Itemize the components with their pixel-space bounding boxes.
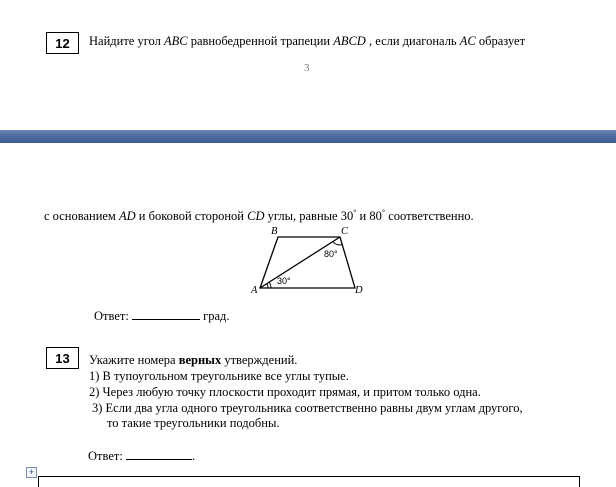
task12-text: и 80 [356,209,382,223]
diagonal-ac [260,237,340,288]
emphasis-true: верных [178,353,222,367]
table-top-border [38,476,580,487]
statement-3-line2: то такие треугольники подобны. [107,416,280,430]
task13-text: Укажите номера [89,353,179,367]
task-number-12: 12 [55,35,70,51]
statement-1: 1) В тупоугольном треугольнике все углы тупые. [89,369,349,383]
answer-blank-12[interactable] [132,308,200,320]
vertex-label-b: B [271,226,278,237]
task12-text: образует [475,34,526,48]
side-name: CD [247,209,265,223]
answer-label: Ответ: [88,449,123,463]
angle-label-80: 80° [324,249,338,259]
task12-text: равнобедренной трапеции [187,34,334,48]
page-number: 3 [304,62,310,74]
answer-label: Ответ: [94,309,129,323]
diagonal-name: AC [459,34,476,48]
answer-unit: град. [203,309,230,323]
task12-text: , если диагональ [365,34,460,48]
task13-text: утверждений. [221,353,298,367]
answer-blank-13[interactable] [126,448,192,460]
task12-text: и боковой стороной [135,209,248,223]
task-number-box-12 [46,32,79,54]
statement-3-line1: 3) Если два угла одного треугольника соответственно равны двум углам другого, [92,401,523,415]
task12-text: соответственно. [385,209,474,223]
task12-text: Найдите угол [89,34,164,48]
task-number-13: 13 [55,350,70,366]
task-number-box-13 [46,347,79,369]
task12-text: с основанием [44,209,119,223]
vertex-label-a: A [251,285,258,296]
table-move-handle-icon[interactable]: + [26,467,37,478]
answer-line-13 [88,448,195,464]
base-name: AD [118,209,136,223]
angle-name-abc: ABC [163,34,188,48]
answer-line-12 [94,308,229,324]
degree-sign: ° [381,207,386,217]
task13-intro [89,353,297,368]
answer-end-period: . [191,449,196,463]
task12-text: углы, равные 30 [264,209,354,223]
task12-line1 [89,34,525,49]
page-break-separator [0,130,616,143]
angle-label-30: 30° [277,276,291,286]
degree-sign: ° [353,207,357,217]
statement-2: 2) Через любую точку плоскости проходит прямая, и притом только одна. [89,385,481,399]
vertex-label-d: D [355,285,363,296]
vertex-label-c: C [341,226,349,237]
trapezoid-name: ABCD [333,34,366,48]
angle-arc-a [270,283,272,289]
trapezoid-figure [240,222,380,298]
